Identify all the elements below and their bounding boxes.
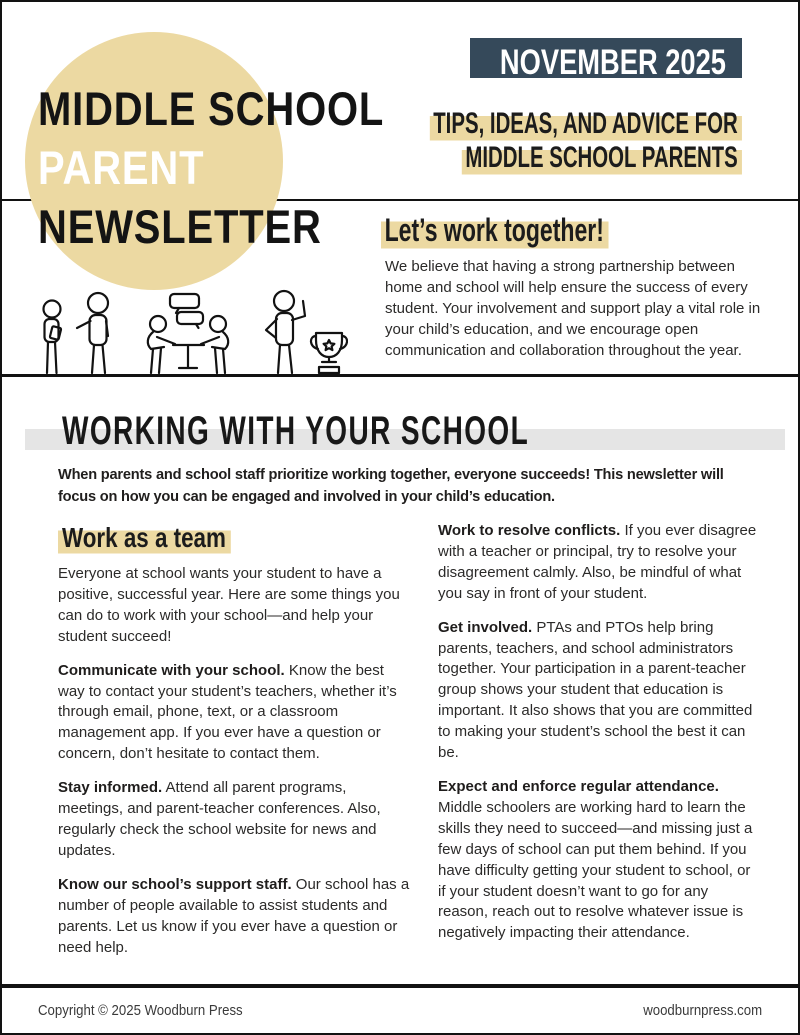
tagline-line1: TIPS, IDEAS, AND ADVICE FOR (430, 107, 742, 141)
left-column-intro: Everyone at school wants your student to have a positive, successful year. Here are some things you can do to work with your school—and help your student succeed! (58, 565, 400, 645)
tagline (430, 107, 742, 175)
title-line-parent: PARENT (38, 141, 205, 194)
left-column (58, 521, 410, 971)
section-lede (58, 464, 764, 508)
newsletter-title (38, 79, 384, 256)
section-title: WORKING WITH YOUR SCHOOL (62, 409, 530, 453)
item-lead: Communicate with your school. (58, 661, 285, 679)
item-lead: Get involved. (438, 618, 533, 636)
article-item (58, 661, 410, 766)
person-with-trophy-icon (266, 291, 347, 373)
title-line-middle-school: MIDDLE SCHOOL (38, 82, 385, 135)
intro-paragraph: We believe that having a strong partnership between home and school will help ensure the success of every student. Your involvement and support play a vital role in your child’s education, and we encourage open communication and collaboration throughout the year. (385, 258, 761, 359)
left-column-heading: Work as a team (58, 521, 340, 555)
footer-copyright: Copyright © 2025 Woodburn Press (38, 1002, 243, 1019)
article-item (58, 778, 410, 862)
intro-heading: Let’s work together! (381, 212, 608, 249)
parent-and-child-icon (44, 293, 109, 373)
footer-divider-rule (0, 984, 800, 988)
right-column (438, 521, 760, 957)
article-item (438, 618, 760, 764)
article-item (58, 875, 410, 959)
item-text: PTAs and PTOs help bring parents, teachers, and school administrators together. Your participation in a parent-teacher group shows your student that education is important. It also shows that you are committed to making your student’s school the best it can be. (438, 618, 753, 762)
issue-date: NOVEMBER 2025 (499, 43, 726, 82)
title-line-newsletter: NEWSLETTER (38, 200, 322, 253)
lede-line2: focus on how you can be engaged and involved in your child’s education. (58, 489, 555, 505)
footer-website: woodburnpress.com (643, 1002, 762, 1019)
tagline-line2: MIDDLE SCHOOL PARENTS (462, 141, 742, 175)
item-text: Our school has a number of people available to assist students and parents. Let us know if you ever have a question or need help. (58, 875, 410, 956)
item-lead: Stay informed. (58, 779, 163, 797)
item-text: Attend all parent programs, meetings, and parent-teacher conferences. Also, regularly check the school website for news and updates. (58, 779, 381, 859)
article-item (438, 777, 760, 944)
article-item (438, 521, 760, 605)
issue-date-banner (470, 38, 742, 82)
item-lead: Know our school’s support staff. (58, 875, 292, 893)
item-lead: Work to resolve conflicts. (438, 522, 621, 539)
item-text: Middle schoolers are working hard to learn the skills they need to succeed—and missing just a few days of school can put them behind. If you have difficulty getting your student to school, or if your student doesn’t want to go for any reason, reach out to resolve whatever issue is negatively impacting their attendance. (438, 798, 753, 942)
parent-teacher-conference-icon (148, 294, 228, 373)
people-illustrations (28, 288, 348, 376)
item-text: If you ever disagree with a teacher or principal, try to resolve your disagreement calmly. Also, be mindful of what you say in front of your student. (438, 522, 757, 602)
item-lead: Expect and enforce regular attendance. (438, 777, 719, 795)
item-text: Know the best way to contact your student’s teachers, whether it’s through email, phone, text, or a classroom management app. If you ever have a question or concern, don’t hesitate to contact them. (58, 661, 397, 763)
lede-line1: When parents and school staff prioritize working together, everyone succeeds! This newsletter will (58, 467, 724, 483)
